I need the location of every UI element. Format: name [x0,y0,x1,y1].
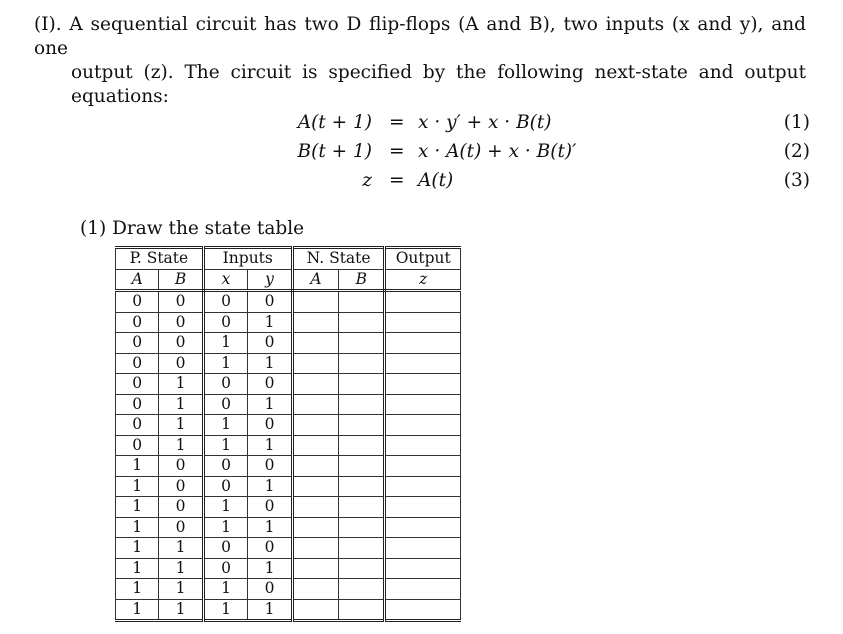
cell-input-x: 1 [203,333,248,354]
state-table [115,246,461,622]
group-header-present-state: P. State [116,248,204,270]
cell-output-z-blank[interactable] [385,394,461,415]
cell-input-y: 0 [248,415,293,436]
cell-input-y: 0 [248,579,293,600]
cell-next-b-blank[interactable] [339,312,385,333]
cell-output-z-blank[interactable] [385,517,461,538]
cell-next-a-blank[interactable] [292,538,338,559]
cell-output-z-blank[interactable] [385,599,461,621]
table-row [116,558,461,579]
cell-present-a: 1 [116,456,159,477]
cell-output-z-blank[interactable] [385,353,461,374]
cell-input-y: 1 [248,476,293,497]
cell-present-b: 0 [159,517,203,538]
cell-input-x: 1 [203,435,248,456]
equation-3 [290,170,810,199]
column-header-output-z: z [385,269,461,291]
cell-present-a: 1 [116,476,159,497]
cell-present-b: 1 [159,579,203,600]
cell-next-b-blank[interactable] [339,394,385,415]
cell-input-x: 1 [203,517,248,538]
equation-2-rhs: x · A(t) + x · B(t)′ [418,141,577,162]
group-header-inputs: Inputs [203,248,292,270]
group-header-output: Output [385,248,461,270]
equation-1-equals: = [389,112,405,133]
table-row [116,476,461,497]
cell-input-y: 1 [248,599,293,621]
cell-input-x: 1 [203,353,248,374]
table-row [116,538,461,559]
table-row [116,517,461,538]
cell-input-x: 0 [203,291,248,313]
cell-output-z-blank[interactable] [385,374,461,395]
cell-next-b-blank[interactable] [339,291,385,313]
cell-present-b: 0 [159,497,203,518]
cell-next-b-blank[interactable] [339,415,385,436]
cell-input-y: 1 [248,517,293,538]
table-row [116,435,461,456]
cell-next-a-blank[interactable] [292,333,338,354]
table-row [116,353,461,374]
cell-next-a-blank[interactable] [292,394,338,415]
table-row [116,415,461,436]
cell-input-y: 0 [248,333,293,354]
cell-present-b: 1 [159,558,203,579]
problem-line-1: (I). A sequential circuit has two D flip-flops (A and B), two inputs (x and y), and one [34,14,806,59]
cell-next-a-blank[interactable] [292,415,338,436]
cell-output-z-blank[interactable] [385,558,461,579]
cell-input-x: 0 [203,476,248,497]
cell-input-y: 1 [248,558,293,579]
cell-input-y: 0 [248,497,293,518]
cell-present-b: 1 [159,415,203,436]
cell-next-a-blank[interactable] [292,476,338,497]
cell-next-a-blank[interactable] [292,497,338,518]
table-row [116,374,461,395]
cell-input-y: 0 [248,374,293,395]
cell-present-a: 1 [116,538,159,559]
cell-output-z-blank[interactable] [385,497,461,518]
cell-present-b: 1 [159,599,203,621]
equation-2-number: (2) [783,141,810,162]
cell-input-x: 0 [203,394,248,415]
cell-input-y: 1 [248,353,293,374]
cell-present-a: 1 [116,558,159,579]
cell-next-b-blank[interactable] [339,497,385,518]
table-row [116,599,461,621]
cell-next-b-blank[interactable] [339,353,385,374]
cell-input-x: 1 [203,579,248,600]
cell-present-a: 1 [116,497,159,518]
cell-output-z-blank[interactable] [385,456,461,477]
table-row [116,579,461,600]
cell-next-b-blank[interactable] [339,538,385,559]
cell-output-z-blank[interactable] [385,435,461,456]
cell-next-a-blank[interactable] [292,374,338,395]
subquestion-title: (1) Draw the state table [80,218,305,239]
equation-block [290,112,810,199]
cell-present-b: 1 [159,435,203,456]
cell-present-b: 0 [159,291,203,313]
cell-present-a: 0 [116,374,159,395]
cell-next-a-blank[interactable] [292,517,338,538]
cell-present-a: 0 [116,312,159,333]
cell-output-z-blank[interactable] [385,312,461,333]
cell-input-y: 1 [248,435,293,456]
cell-present-b: 0 [159,456,203,477]
cell-output-z-blank[interactable] [385,538,461,559]
cell-next-a-blank[interactable] [292,579,338,600]
cell-next-a-blank[interactable] [292,456,338,477]
problem-line-2: output (z). The circuit is specified by the following next-state and output equations: [71,62,806,107]
cell-input-x: 0 [203,456,248,477]
table-row [116,456,461,477]
cell-next-b-blank[interactable] [339,599,385,621]
cell-present-a: 0 [116,435,159,456]
cell-present-b: 1 [159,538,203,559]
cell-input-x: 0 [203,374,248,395]
cell-input-y: 0 [248,291,293,313]
cell-present-b: 1 [159,374,203,395]
equation-1 [290,112,810,141]
cell-next-a-blank[interactable] [292,435,338,456]
state-table-body [116,291,461,621]
cell-present-b: 0 [159,333,203,354]
cell-present-a: 0 [116,333,159,354]
table-row [116,497,461,518]
cell-next-a-blank[interactable] [292,558,338,579]
equation-3-equals: = [389,170,405,191]
cell-next-b-blank[interactable] [339,435,385,456]
cell-present-a: 0 [116,353,159,374]
cell-input-x: 0 [203,538,248,559]
table-group-header-row [116,248,461,270]
cell-next-b-blank[interactable] [339,333,385,354]
cell-present-b: 0 [159,476,203,497]
cell-output-z-blank[interactable] [385,476,461,497]
column-header-next-b: B [339,269,385,291]
cell-present-b: 1 [159,394,203,415]
column-header-present-b: B [159,269,203,291]
problem-statement [34,13,806,109]
equation-1-lhs: A(t + 1) [297,112,372,133]
table-row [116,333,461,354]
cell-output-z-blank[interactable] [385,333,461,354]
cell-present-b: 0 [159,312,203,333]
cell-input-y: 0 [248,538,293,559]
cell-present-a: 1 [116,579,159,600]
column-header-input-x: x [203,269,248,291]
equation-1-number: (1) [783,112,810,133]
cell-next-b-blank[interactable] [339,476,385,497]
cell-input-x: 1 [203,497,248,518]
cell-input-y: 1 [248,312,293,333]
column-header-input-y: y [248,269,293,291]
cell-next-a-blank[interactable] [292,599,338,621]
cell-present-a: 1 [116,517,159,538]
table-row [116,291,461,313]
cell-input-x: 0 [203,558,248,579]
equation-1-rhs: x · y′ + x · B(t) [418,112,552,133]
cell-next-b-blank[interactable] [339,374,385,395]
group-header-next-state: N. State [292,248,385,270]
cell-present-a: 0 [116,291,159,313]
cell-input-x: 0 [203,312,248,333]
cell-input-x: 1 [203,599,248,621]
equation-3-rhs: A(t) [418,170,454,191]
equation-3-lhs: z [362,170,372,191]
cell-next-a-blank[interactable] [292,291,338,313]
cell-present-a: 0 [116,394,159,415]
column-header-present-a: A [116,269,159,291]
cell-next-a-blank[interactable] [292,353,338,374]
cell-input-y: 0 [248,456,293,477]
cell-input-y: 1 [248,394,293,415]
table-row [116,394,461,415]
column-header-next-a: A [292,269,338,291]
cell-present-a: 0 [116,415,159,436]
cell-present-a: 1 [116,599,159,621]
cell-next-a-blank[interactable] [292,312,338,333]
equation-2-equals: = [389,141,405,162]
cell-next-b-blank[interactable] [339,456,385,477]
cell-present-b: 0 [159,353,203,374]
cell-output-z-blank[interactable] [385,579,461,600]
cell-next-b-blank[interactable] [339,517,385,538]
equation-2-lhs: B(t + 1) [297,141,372,162]
cell-output-z-blank[interactable] [385,291,461,313]
cell-next-b-blank[interactable] [339,558,385,579]
cell-next-b-blank[interactable] [339,579,385,600]
cell-input-x: 1 [203,415,248,436]
table-column-header-row [116,269,461,291]
table-row [116,312,461,333]
equation-3-number: (3) [783,170,810,191]
equation-2 [290,141,810,170]
cell-output-z-blank[interactable] [385,415,461,436]
